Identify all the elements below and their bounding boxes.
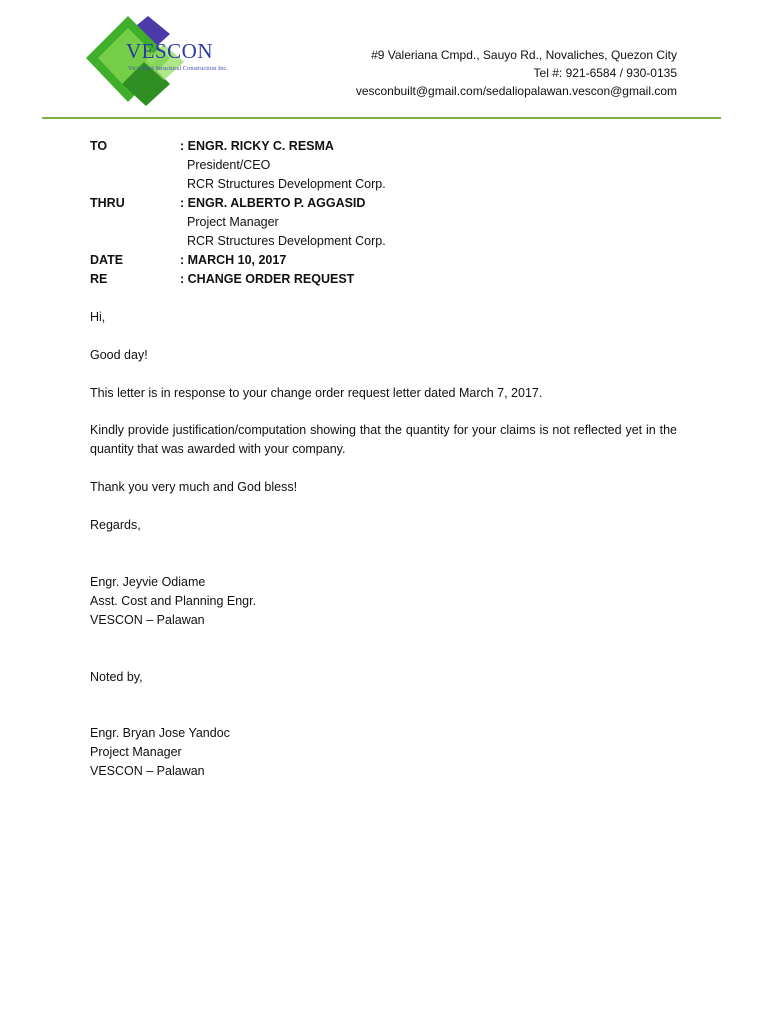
- signatory-title: Asst. Cost and Planning Engr.: [90, 594, 257, 608]
- signatory-office: VESCON – Palawan: [90, 613, 205, 627]
- closing-line: Regards,: [90, 518, 141, 532]
- logo-wordmark: VESCON: [126, 39, 214, 63]
- noted-by-label: Noted by,: [90, 670, 143, 684]
- noted-by-title: Project Manager: [90, 745, 182, 759]
- memo-date-value: : MARCH 10, 2017: [180, 253, 287, 267]
- thanks-line: Thank you very much and God bless!: [90, 480, 298, 494]
- letterhead-contact: [356, 46, 677, 100]
- logo-tagline: Vic's Best Structural Construction Inc.: [128, 65, 228, 72]
- header-divider: [42, 117, 721, 119]
- memo-to-position: President/CEO: [187, 158, 271, 172]
- memo-thru: [90, 194, 678, 251]
- memo-re-label: RE: [90, 272, 108, 286]
- memo-thru-position: Project Manager: [187, 215, 279, 229]
- memo-thru-name: : ENGR. ALBERTO P. AGGASID: [180, 196, 366, 210]
- noted-by-office: VESCON – Palawan: [90, 764, 205, 778]
- company-phone: Tel #: 921-6584 / 930-0135: [533, 66, 677, 80]
- noted-by-block: [90, 724, 677, 781]
- memo-re: [90, 270, 678, 289]
- memo-re-value: : CHANGE ORDER REQUEST: [180, 272, 355, 286]
- signatory-name: Engr. Jeyvie Odiame: [90, 575, 206, 589]
- paragraph-response: This letter is in response to your change order request letter dated March 7, 2017.: [90, 386, 543, 400]
- noted-by-name: Engr. Bryan Jose Yandoc: [90, 726, 230, 740]
- paragraph-request: Kindly provide justification/computation showing that the quantity for your claims is not reflected yet in the quantity that was awarded with your company.: [90, 423, 677, 456]
- signatory-block: [90, 573, 677, 630]
- memo-thru-label: THRU: [90, 196, 125, 210]
- company-logo: [84, 14, 244, 106]
- memo-header: [90, 137, 678, 289]
- greeting: Hi,: [90, 310, 106, 324]
- good-day-line: Good day!: [90, 348, 148, 362]
- memo-to-label: TO: [90, 139, 108, 153]
- memo-date: [90, 251, 678, 270]
- memo-to: [90, 137, 678, 194]
- company-address: #9 Valeriana Cmpd., Sauyo Rd., Novaliches, Quezon City: [371, 48, 677, 62]
- memo-date-label: DATE: [90, 253, 124, 267]
- memo-to-company: RCR Structures Development Corp.: [187, 177, 386, 191]
- memo-thru-company: RCR Structures Development Corp.: [187, 234, 386, 248]
- company-email: vesconbuilt@gmail.com/sedaliopalawan.vescon@gmail.com: [355, 84, 677, 98]
- memo-to-name: : ENGR. RICKY C. RESMA: [180, 139, 334, 153]
